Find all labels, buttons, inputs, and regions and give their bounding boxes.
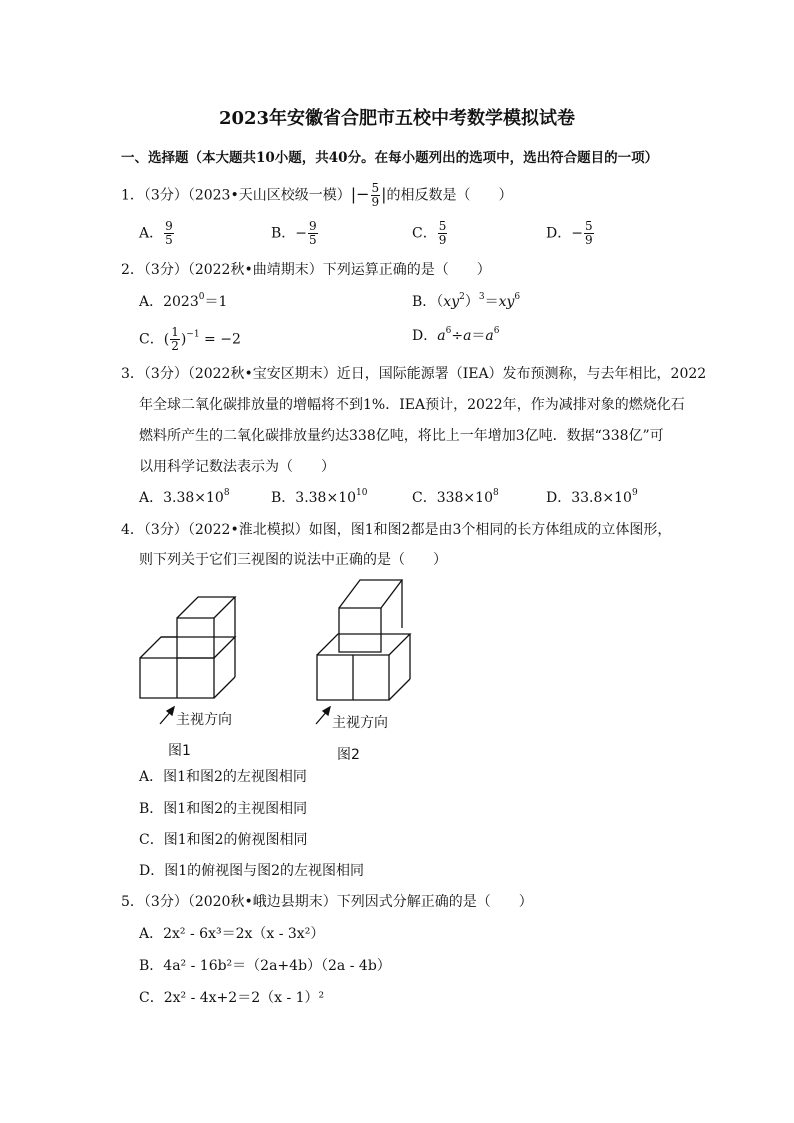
q5-option-c[interactable]: C．2x² - 4x+2＝2（x - 1）²: [139, 990, 325, 1006]
q2-b-sup2: 3: [478, 292, 485, 302]
q1-a-den: 5: [165, 233, 173, 247]
q2-d-eq: ＝: [471, 328, 486, 344]
q4-option-b[interactable]: B．图1和图2的主视图相同: [139, 801, 308, 817]
q2-b-var2: xy: [498, 294, 515, 310]
figure-2-caption: 图2: [337, 747, 360, 763]
q2-c-sup: −1: [186, 329, 200, 340]
q3-a-text: A．3.38×10: [139, 490, 224, 506]
q1-abs-open: |−: [350, 184, 370, 204]
q2-d-sup2: 6: [493, 326, 500, 336]
question-3-line-4: 以用科学记数法表示为（ ）: [139, 459, 335, 475]
q1-b-den: 5: [309, 233, 317, 247]
q3-option-a[interactable]: [139, 488, 230, 508]
figure-1-direction-label: 主视方向: [176, 712, 232, 728]
q1-b-label: B．−: [271, 225, 308, 242]
question-4-line-2: 则下列关于它们三视图的说法中正确的是（ ）: [139, 552, 447, 568]
q2-d-a2: a: [463, 328, 472, 344]
figure-1-drawing: [135, 585, 245, 705]
page-title: 2023年安徽省合肥市五校中考数学模拟试卷: [218, 108, 576, 129]
q2-d-a: a: [437, 328, 446, 344]
q3-b-text: B．3.38×10: [271, 490, 357, 506]
q2-b-pre: B．（: [412, 294, 444, 310]
q1-d-label: D．−: [546, 225, 583, 242]
q1-option-a[interactable]: [139, 220, 175, 247]
q1-frac-num: 5: [371, 181, 380, 195]
figure-1-caption: 图1: [168, 743, 191, 759]
q2-d-sup: 6: [445, 326, 452, 336]
question-3-line-1: 3．（3分）（2022秋•宝安区期末）近日，国际能源署（IEA）发布预测称，与去年相比，2022: [121, 366, 707, 382]
q2-c-pre: C．(: [139, 331, 170, 348]
q1-c-den: 9: [438, 233, 447, 247]
q1-option-b[interactable]: [271, 220, 319, 247]
q1-b-num: 9: [309, 219, 317, 233]
q2-b-sup3: 6: [514, 292, 521, 302]
q1-d-den: 9: [584, 233, 593, 247]
q2-b-var: xy: [443, 294, 460, 310]
q3-c-sup: 8: [492, 488, 499, 498]
figure-2-direction-label: 主视方向: [332, 715, 388, 731]
q2-a-pre: A．2023: [139, 294, 199, 310]
q4-option-d[interactable]: D．图1的俯视图与图2的左视图相同: [139, 863, 365, 879]
figure-2-arrow-icon: [314, 706, 332, 726]
question-4-line-1: 4．（3分）（2022•淮北模拟）如图，图1和图2都是由3个相同的长方体组成的立体图形，: [121, 522, 672, 538]
q1-stem-text: 1．（3分）（2023•天山区校级一模）: [121, 187, 351, 204]
q2-option-d[interactable]: [412, 326, 500, 346]
question-1-stem: [121, 182, 513, 209]
question-5-stem: 5．（3分）（2020秋•峨边县期末）下列因式分解正确的是（ ）: [121, 894, 533, 910]
q5-option-a[interactable]: A．2x² - 6x³＝2x（x - 3x²）: [139, 926, 325, 942]
q2-c-den: 2: [171, 339, 179, 353]
q1-a-label: A．: [139, 225, 164, 242]
q3-a-sup: 8: [223, 488, 230, 498]
figure-2-drawing: [313, 548, 433, 708]
q1-c-label: C．: [412, 225, 437, 242]
q2-c-num: 1: [171, 325, 179, 339]
q5-option-b[interactable]: B．4a² - 16b²＝（2a+4b）（2a - 4b）: [139, 958, 391, 974]
q2-c-post: = −2: [199, 331, 241, 348]
q1-c-num: 5: [438, 219, 447, 233]
q2-d-div: ÷: [451, 328, 464, 344]
q2-b-sup1: 2: [459, 292, 465, 302]
q1-option-c[interactable]: [412, 220, 448, 247]
question-3-line-3: 燃料所产生的二氧化碳排放量约达338亿吨，将比上一年增加3亿吨．数据“338亿”可: [139, 428, 664, 444]
q3-d-sup: 9: [631, 488, 638, 498]
q2-a-sup: 0: [198, 292, 205, 302]
q1-frac-den: 9: [371, 195, 380, 209]
question-2-stem: 2．（3分）（2022秋•曲靖期末）下列运算正确的是（ ）: [121, 262, 491, 278]
q2-c-mid: ): [180, 331, 187, 348]
question-3-line-2: 年全球二氧化碳排放量的增幅将不到1%．IEA预计，2022年，作为减排对象的燃烧化石: [139, 397, 685, 413]
q3-option-d[interactable]: [546, 488, 638, 508]
q3-d-text: D．33.8×10: [546, 490, 632, 506]
figure-1-arrow-icon: [158, 706, 176, 726]
q2-a-post: ＝1: [204, 294, 228, 310]
q1-a-num: 9: [165, 219, 173, 233]
q2-option-b[interactable]: [412, 292, 520, 312]
q2-b-mid: ）: [464, 294, 479, 310]
q3-option-b[interactable]: [271, 488, 367, 508]
section-heading: 一、选择题（本大题共10小题，共40分。在每小题列出的选项中，选出符合题目的一项）: [121, 150, 659, 166]
q1-abs-close: |: [381, 184, 387, 204]
q2-option-c[interactable]: [139, 326, 241, 353]
q1-fraction: [371, 182, 381, 209]
q1-tail: 的相反数是（ ）: [386, 187, 513, 204]
q4-option-a[interactable]: A．图1和图2的左视图相同: [139, 769, 307, 785]
q3-b-sup: 10: [356, 488, 368, 498]
q3-c-text: C．338×10: [412, 490, 493, 506]
q2-option-a[interactable]: [139, 292, 227, 312]
q2-b-eq: ＝: [484, 294, 499, 310]
q2-d-a3: a: [485, 328, 494, 344]
q4-option-c[interactable]: C．图1和图2的俯视图相同: [139, 832, 308, 848]
q1-d-num: 5: [584, 219, 593, 233]
q2-d-pre: D．: [412, 328, 438, 344]
q1-option-d[interactable]: [546, 220, 595, 247]
q3-option-c[interactable]: [412, 488, 499, 508]
